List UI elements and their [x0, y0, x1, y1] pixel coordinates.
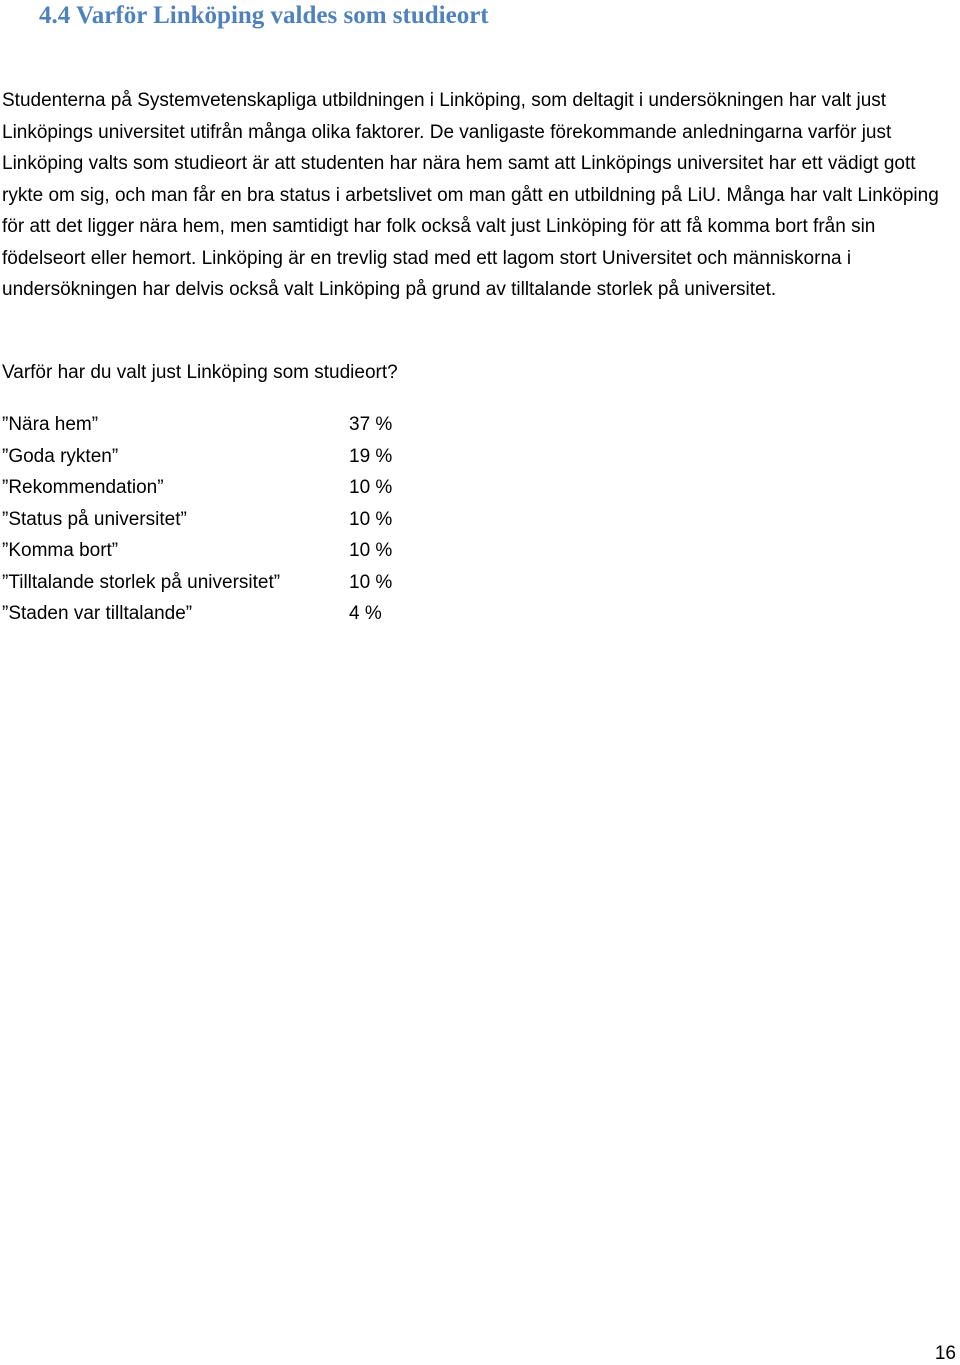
results-list: [2, 409, 392, 630]
result-row: [2, 535, 392, 567]
result-label: ”Goda rykten”: [2, 445, 119, 467]
result-label: ”Komma bort”: [2, 540, 119, 561]
result-label: ”Nära hem”: [2, 414, 99, 435]
result-value: 37 %: [349, 414, 393, 435]
result-label: ”Tilltalande storlek på universitet”: [2, 571, 281, 593]
result-value: 19 %: [349, 445, 393, 467]
result-row: [2, 472, 392, 504]
result-label: ”Status på universitet”: [2, 508, 187, 530]
result-value: 10 %: [349, 477, 393, 498]
page-number: 16: [934, 1343, 956, 1364]
result-value: 4 %: [349, 603, 382, 624]
body-paragraph: Studenterna på Systemvetenskapliga utbildningen i Linköping, som deltagit i undersökningen har valt just Linköpings universitet utifrån många olika faktorer. De vanligaste förekommande anledningarna varför just Linköping valts som studieort är att studenten har nära hem samt att Linköpings universitet har ett vädigt gott rykte om sig, och man får en bra status i arbetslivet om man gått en utbildning på LiU. Många har valt Linköping för att det ligger nära hem, men samtidigt har folk också valt just Linköping för att få komma bort från sin födelseort eller hemort. Linköping är en trevlig stad med ett lagom stort Universitet och människorna i undersökningen har delvis också valt Linköping på grund av tilltalande storlek på universitet.: [2, 90, 939, 300]
result-value: 10 %: [349, 540, 393, 561]
section-heading: 4.4 Varför Linköping valdes som studieort: [39, 2, 489, 29]
result-value: 10 %: [349, 508, 393, 530]
result-row: [2, 441, 392, 473]
result-row: [2, 409, 392, 441]
result-label: ”Rekommendation”: [2, 477, 164, 498]
survey-question: Varför har du valt just Linköping som studieort?: [2, 362, 398, 383]
result-row: [2, 504, 392, 536]
result-value: 10 %: [349, 571, 393, 593]
result-row: [2, 598, 392, 630]
result-label: ”Staden var tilltalande”: [2, 603, 193, 624]
result-row: [2, 567, 392, 599]
